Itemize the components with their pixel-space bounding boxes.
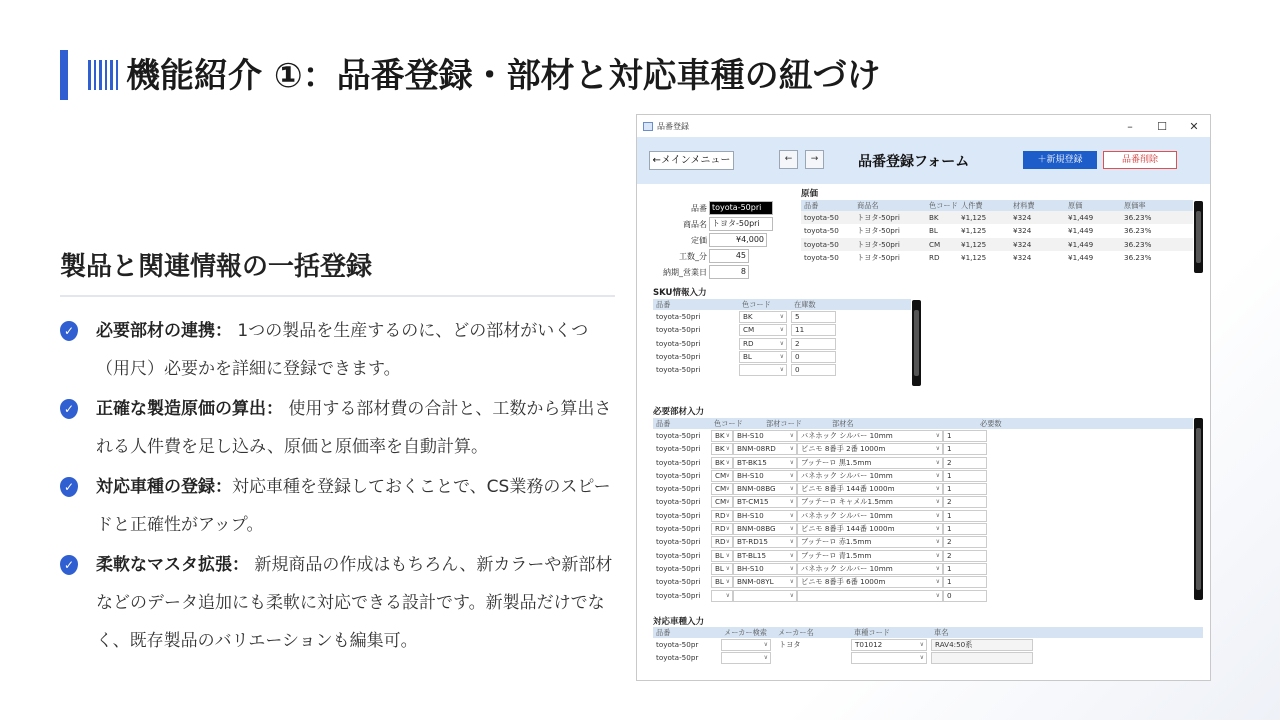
column-header: 車種コード [854,628,890,637]
table-row[interactable] [653,535,1193,548]
nouki-field[interactable]: 8 [709,265,749,279]
next-record-button[interactable]: → [805,150,824,169]
table-cell: RD [929,252,940,262]
check-badge-icon: ✓ [60,321,78,341]
table-cell: 36.23% [1124,239,1152,249]
kousu-field[interactable]: 45 [709,249,749,263]
window-controls [1114,120,1210,133]
table-row[interactable] [653,575,1193,588]
column-header: 在庫数 [794,300,816,309]
table-row[interactable] [653,495,1193,508]
table-row[interactable] [653,522,1193,535]
column-header: 色コード [714,419,743,428]
quantity-field[interactable]: 2 [943,536,987,548]
cost-header [801,200,1193,211]
table-cell: 36.23% [1124,252,1152,262]
color-code-combo[interactable]: BK ∨ [711,443,733,455]
stock-field[interactable]: 11 [791,324,836,336]
barcode-icon [88,60,118,90]
cost-section-label: 原価 [801,189,819,199]
table-cell: toyota-50 [804,226,839,236]
table-cell: 36.23% [1124,213,1152,222]
column-header: 材料費 [1013,201,1035,210]
color-code-combo[interactable]: CM ∨ [711,496,733,508]
quantity-field[interactable]: 1 [943,430,987,442]
table-cell: toyota-50pri [656,563,701,573]
stock-field[interactable]: 5 [791,311,836,323]
table-cell [771,651,851,664]
table-cell: BK [929,213,939,222]
table-row[interactable] [653,442,1193,455]
vehicles-grid [653,627,1203,665]
quantity-field[interactable]: 2 [943,457,987,469]
table-cell: toyota-50pri [656,537,701,547]
table-row[interactable] [653,638,1203,651]
part-name-combo[interactable]: ビニモ 8番手 144番 1000m ∨ [797,523,943,535]
table-cell: toyota-50pri [656,590,701,600]
column-header: メーカー名 [778,628,814,637]
vehicle-name-field[interactable] [931,652,1033,664]
table-cell: トヨタ-50pri [857,226,900,236]
table-cell: toyota-50pri [656,550,701,560]
table-cell: toyota-50pri [656,312,701,321]
table-row[interactable] [653,651,1203,664]
table-cell: toyota-50pri [656,325,701,335]
table-row[interactable] [653,562,1193,575]
table-cell: ¥324 [1013,239,1032,249]
table-cell: ¥324 [1013,213,1032,222]
feature-item [60,468,620,544]
color-code-combo[interactable]: CM ∨ [711,470,733,482]
check-badge-icon: ✓ [60,555,78,575]
table-cell: toyota-50pri [656,365,701,375]
delete-record-button[interactable]: 品番削除 [1103,151,1177,169]
column-header: 原価率 [1124,201,1146,210]
part-name-combo[interactable]: バネホック シルバー 10mm ∨ [797,510,943,522]
feature-label: 必要部材の連携： [96,321,232,341]
cost-scrollbar[interactable] [1194,201,1203,273]
table-cell: toyota-50pri [656,351,701,361]
column-header: 商品名 [857,201,879,210]
quantity-field[interactable]: 1 [943,576,987,588]
table-row[interactable] [653,310,911,323]
feature-item [60,390,620,466]
feature-text: 対応車種を登録しておくことで、CS業務のスピードと正確性がアップ。 [96,477,611,535]
table-cell: トヨタ-50pri [857,213,900,222]
table-cell: toyota-50pri [656,444,701,454]
table-cell: BL [929,226,938,236]
main-menu-button[interactable]: ←メインメニュー [649,151,734,170]
table-cell: toyota-50pri [656,524,701,534]
table-cell: トヨタ-50pri [857,252,900,262]
stock-field[interactable]: 0 [791,364,836,376]
column-header: 色コード [929,201,958,210]
vehicle-code-combo[interactable]: T01012 ∨ [851,639,927,651]
part-code-combo[interactable]: BNM-08BG ∨ [733,523,797,535]
part-code-combo[interactable] [733,590,797,602]
color-code-combo[interactable] [739,364,787,376]
window-titlebar [637,115,1210,137]
quantity-field[interactable]: 1 [943,510,987,522]
form-icon [643,122,653,131]
table-row[interactable] [653,509,1193,522]
table-cell: CM [929,239,941,249]
column-header: 品番 [656,300,671,309]
vehicles-header [653,627,1203,638]
column-header: 人件費 [961,201,983,210]
table-cell: ¥324 [1013,252,1032,262]
table-cell: toyota-50pri [656,497,701,507]
parts-header [653,418,1193,429]
feature-label: 柔軟なマスタ拡張： [96,555,249,575]
parts-section-label: 必要部材入力 [653,407,705,417]
table-row[interactable] [653,456,1193,469]
table-cell: トヨタ-50pri [857,239,900,249]
quantity-field[interactable]: 1 [943,470,987,482]
part-code-combo[interactable]: BH-S10 ∨ [733,430,797,442]
table-cell: toyota-50pri [656,431,701,440]
hinban-label: 品番 [691,204,707,213]
table-row[interactable] [653,549,1193,562]
part-name-combo[interactable]: バネホック シルバー 10mm ∨ [797,470,943,482]
quantity-field[interactable]: 2 [943,550,987,562]
color-code-combo[interactable]: RD ∨ [739,338,787,350]
teika-label: 定価 [691,236,707,245]
table-cell: toyota-50pri [656,510,701,520]
table-row[interactable] [801,238,1193,251]
color-code-combo[interactable]: RD ∨ [711,536,733,548]
divider [60,295,615,297]
table-row[interactable] [653,589,1193,602]
table-cell: ¥324 [1013,226,1032,236]
sku-grid [653,299,911,376]
table-row[interactable] [653,363,911,376]
column-header: 部材名 [832,419,854,428]
sku-scrollbar[interactable] [912,300,921,386]
part-name-combo[interactable]: ビニモ 8番手 6番 1000m ∨ [797,576,943,588]
table-cell: toyota-50pr [656,640,699,649]
part-name-combo[interactable]: ブッテーロ 黒1.5mm ∨ [797,457,943,469]
part-name-combo[interactable] [797,590,943,602]
check-badge-icon: ✓ [60,477,78,497]
maker-search-combo[interactable] [721,639,771,651]
column-header: 部材コード [766,419,802,428]
table-row[interactable] [653,337,911,350]
part-name-combo[interactable]: ブッテーロ 青1.5mm ∨ [797,550,943,562]
color-code-combo[interactable]: BK ∨ [711,430,733,442]
table-cell: ¥1,449 [1068,252,1094,262]
shohinmei-label: 商品名 [683,220,707,229]
color-code-combo[interactable]: BL ∨ [739,351,787,363]
column-header: 品番 [656,419,671,428]
part-code-combo[interactable]: BH-S10 ∨ [733,563,797,575]
part-name-combo[interactable]: ブッテーロ キャメル1.5mm ∨ [797,496,943,508]
table-row[interactable] [653,323,911,336]
feature-item [60,546,620,660]
quantity-field[interactable]: 0 [943,590,987,602]
table-cell: ¥1,125 [961,226,987,236]
app-window-screenshot [636,114,1211,681]
part-name-combo[interactable]: ビニモ 8番手 2番 1000m ∨ [797,443,943,455]
table-cell: toyota-50pri [656,470,701,480]
vehicle-code-combo[interactable] [851,652,927,664]
prev-record-button[interactable]: ← [779,150,798,169]
part-name-combo[interactable]: ビニモ 8番手 144番 1000m ∨ [797,483,943,495]
shohinmei-field[interactable]: トヨタ-50pri [709,217,773,231]
column-header: 必要数 [980,419,1002,428]
table-row[interactable] [653,469,1193,482]
part-name-combo[interactable]: ブッテーロ 赤1.5mm ∨ [797,536,943,548]
table-row[interactable] [801,211,1193,224]
feature-item [60,312,620,388]
quantity-field[interactable]: 1 [943,563,987,575]
color-code-combo[interactable]: BK ∨ [739,311,787,323]
check-badge-icon: ✓ [60,399,78,419]
color-code-combo[interactable]: BL ∨ [711,563,733,575]
section-subtitle: 製品と関連情報の一括登録 [60,252,373,282]
vehicle-name-field[interactable]: RAV4:50系 [931,639,1033,651]
column-header: 原価 [1068,201,1083,210]
table-cell: 36.23% [1124,226,1152,236]
quantity-field[interactable]: 1 [943,443,987,455]
minimize-icon[interactable]: – [1127,119,1133,133]
quantity-field[interactable]: 2 [943,496,987,508]
part-code-combo[interactable]: BT-CM15 ∨ [733,496,797,508]
maximize-icon[interactable]: ☐ [1157,119,1167,133]
color-code-combo[interactable]: CM ∨ [739,324,787,336]
parts-grid [653,418,1193,602]
feature-text: 新規商品の作成はもちろん、新カラーや新部材などのデータ追加にも柔軟に対応できる設計です。新製品だけでなく、既存製品のバリエーションも編集可。 [96,555,613,651]
color-code-combo[interactable]: RD ∨ [711,510,733,522]
table-cell: toyota-50 [804,252,839,262]
slide-title: 機能紹介 ①：品番登録・部材と対応車種の紐づけ [126,56,881,96]
feature-text: 1つの製品を生産するのに、どの部材がいくつ（用尺）必要かを詳細に登録できます。 [96,321,589,379]
part-code-combo[interactable]: BT-RD15 ∨ [733,536,797,548]
feature-list [60,312,620,662]
table-cell: トヨタ [779,640,801,649]
form-title: 品番登録フォーム [858,154,970,170]
part-name-combo[interactable]: バネホック シルバー 10mm ∨ [797,563,943,575]
maker-search-combo[interactable] [721,652,771,664]
color-code-combo[interactable]: BL ∨ [711,576,733,588]
table-row[interactable] [653,429,1193,442]
stock-field[interactable]: 0 [791,351,836,363]
color-code-combo[interactable]: BL ∨ [711,550,733,562]
form-header [637,137,1210,184]
parts-scrollbar[interactable] [1194,418,1203,600]
new-record-button[interactable]: ＋新規登録 [1023,151,1097,169]
column-header: 品番 [656,628,671,637]
title-accent-bar [60,50,68,100]
table-cell: ¥1,125 [961,213,987,222]
table-cell: ¥1,449 [1068,239,1094,249]
table-cell: ¥1,449 [1068,226,1094,236]
teika-field[interactable]: ¥4,000 [709,233,767,247]
part-code-combo[interactable]: BNM-08YL ∨ [733,576,797,588]
quantity-field[interactable]: 1 [943,483,987,495]
column-header: 色コード [742,300,771,309]
vehicles-section-label: 対応車種入力 [653,617,705,627]
column-header: 車名 [934,628,949,637]
cost-grid [801,200,1193,264]
table-row[interactable] [801,251,1193,264]
column-header: メーカー検索 [724,628,767,637]
table-cell: toyota-50pri [656,484,701,494]
table-row[interactable] [653,482,1193,495]
feature-label: 正確な製造原価の算出： [96,399,283,419]
table-cell: toyota-50pri [656,577,701,587]
quantity-field[interactable]: 1 [943,523,987,535]
sku-section-label: SKU情報入力 [653,288,707,298]
window-title: 品番登録 [657,121,689,131]
color-code-combo[interactable] [711,590,733,602]
color-code-combo[interactable]: CM ∨ [711,483,733,495]
table-cell: toyota-50pri [656,457,701,467]
nouki-label: 納期_営業日 [663,268,707,277]
part-code-combo[interactable]: BH-S10 ∨ [733,510,797,522]
color-code-combo[interactable]: BK ∨ [711,457,733,469]
table-cell: ¥1,449 [1068,213,1094,222]
part-code-combo[interactable]: BNM-08BG ∨ [733,483,797,495]
part-name-combo[interactable]: バネホック シルバー 10mm ∨ [797,430,943,442]
kousu-label: 工数_分 [679,252,707,261]
color-code-combo[interactable]: RD ∨ [711,523,733,535]
table-cell: ¥1,125 [961,239,987,249]
stock-field[interactable]: 2 [791,338,836,350]
part-code-combo[interactable]: BT-BK15 ∨ [733,457,797,469]
table-cell: toyota-50 [804,213,839,222]
feature-text: 使用する部材費の合計と、工数から算出される人件費を足し込み、原価と原価率を自動計算。 [96,399,612,457]
sku-header [653,299,911,310]
part-code-combo[interactable]: BNM-08RD ∨ [733,443,797,455]
column-header: 品番 [804,201,819,210]
hinban-field[interactable]: toyota-50pri [709,201,773,215]
feature-label: 対応車種の登録： [96,477,232,497]
table-cell: ¥1,125 [961,252,987,262]
table-row[interactable] [801,224,1193,237]
part-code-combo[interactable]: BH-S10 ∨ [733,470,797,482]
table-cell: toyota-50pr [656,653,699,663]
close-icon[interactable]: ✕ [1189,119,1199,133]
part-code-combo[interactable]: BT-BL15 ∨ [733,550,797,562]
table-row[interactable] [653,350,911,363]
table-cell: toyota-50pri [656,338,701,348]
table-cell: toyota-50 [804,239,839,249]
